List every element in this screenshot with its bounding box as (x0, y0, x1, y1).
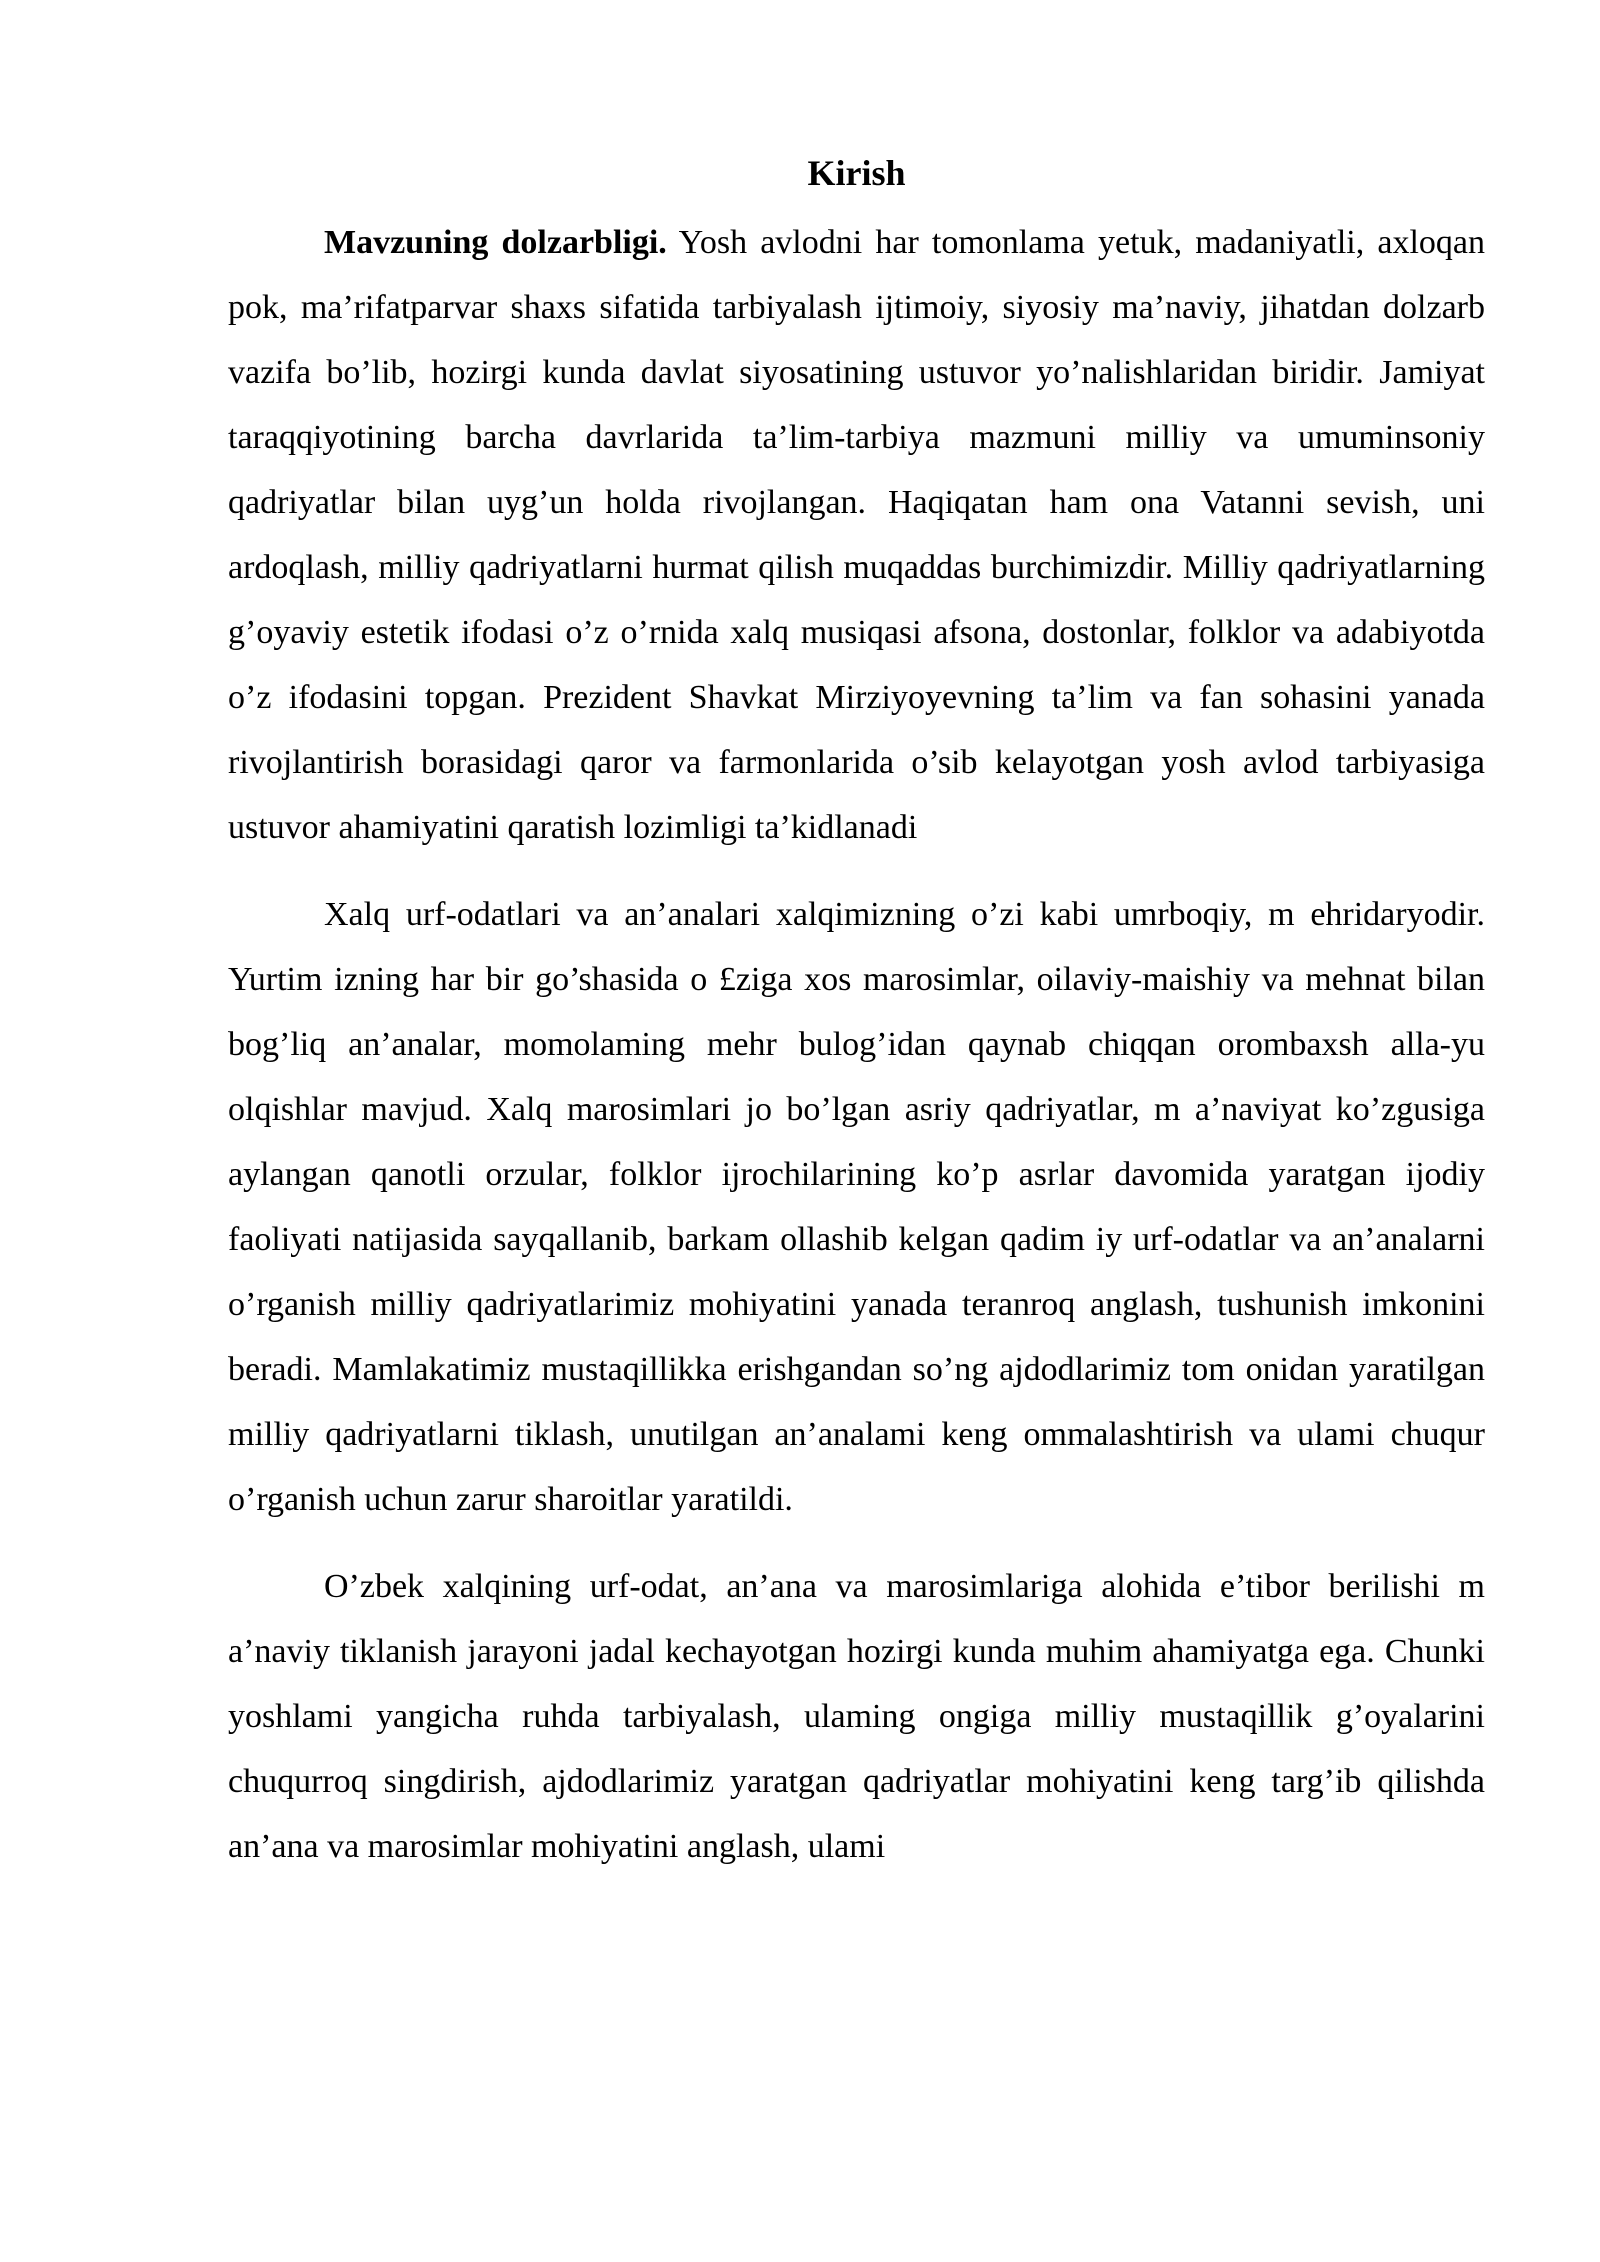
paragraph-text: Yosh avlodni har tomonlama yetuk, madaniyatli, axloqan pok, ma’rifatparvar shaxs sifatida tarbiyalash ijtimoiy, siyosiy ma’naviy, jihatdan dolzarb vazifa bo’lib, hozirgi kunda davlat siyosatining ustuvor yo’nalishlaridan biridir. Jamiyat taraqqiyotining barcha davrlarida ta’lim-tarbiya mazmuni milliy va umuminsoniy qadriyatlar bilan uyg’un holda rivojlangan. Haqiqatan ham ona Vatanni sevish, uni ardoqlash, milliy qadriyatlarni hurmat qilish muqaddas burchimizdir. Milliy qadriyatlarning g’oyaviy estetik ifodasi o’z o’rnida xalq musiqasi afsona, dostonlar, folklor va adabiyotda o’z ifodasini topgan. Prezident Shavkat Mirziyoyevning ta’lim va fan sohasini yanada rivojlantirish borasidagi qaror va farmonlarida o’sib kelayotgan yosh avlod tarbiyasiga ustuvor ahamiyatini qaratish lozimligi ta’kidlanadi (228, 224, 1486, 846)
paragraph-relevance (228, 210, 1485, 860)
paragraph-text: Xalq urf-odatlari va an’analari xalqimizning o’zi kabi umrboqiy, m ehridaryodir. Yurtim izning har bir go’shasida o £ziga xos marosimlar, oilaviy-maishiy va mehnat bilan bog’liq an’analar, momolaming mehr bulog’idan qaynab chiqqan orombaxsh alla-yu olqishlar mavjud. Xalq marosimlari jo bo’lgan asriy qadriyatlar, m a’naviyat ko’zgusiga aylangan qanotli orzular, folklor ijrochilarining ko’p asrlar davomida yaratgan ijodiy faoliyati natijasida sayqallanib, barkam ollashib kelgan qadim iy urf-odatlar va an’analarni o’rganish milliy qadriyatlarimiz mohiyatini yanada teranroq anglash, tushunish imkonini beradi. Mamlakatimiz mustaqillikka erishgandan so’ng ajdodlarimiz tom onidan yaratilgan milliy qadriyatlarni tiklash, unutilgan an’analami keng ommalashtirish va ulami chuqur o’rganish uchun zarur sharoitlar yaratildi. (228, 896, 1485, 1518)
paragraph-customs (228, 882, 1485, 1532)
document-title: Kirish (807, 153, 906, 193)
paragraph-text: O’zbek xalqining urf-odat, an’ana va marosimlariga alohida e’tibor berilishi m a’naviy tiklanish jarayoni jadal kechayotgan hozirgi kunda muhim ahamiyatga ega. Chunki yoshlami yangicha ruhda tarbiyalash, ulaming ongiga milliy mustaqillik g’oyalarini chuqurroq singdirish, ajdodlarimiz yaratgan qadriyatlar mohiyatini keng targ’ib qilishda an’ana va marosimlar mohiyatini anglash, ulami (228, 1568, 1485, 1865)
paragraph-lead-heading: Mavzuning dolzarbligi. (324, 224, 667, 261)
paragraph-uzbek-traditions (228, 1554, 1485, 1879)
document-body (228, 148, 1485, 1901)
